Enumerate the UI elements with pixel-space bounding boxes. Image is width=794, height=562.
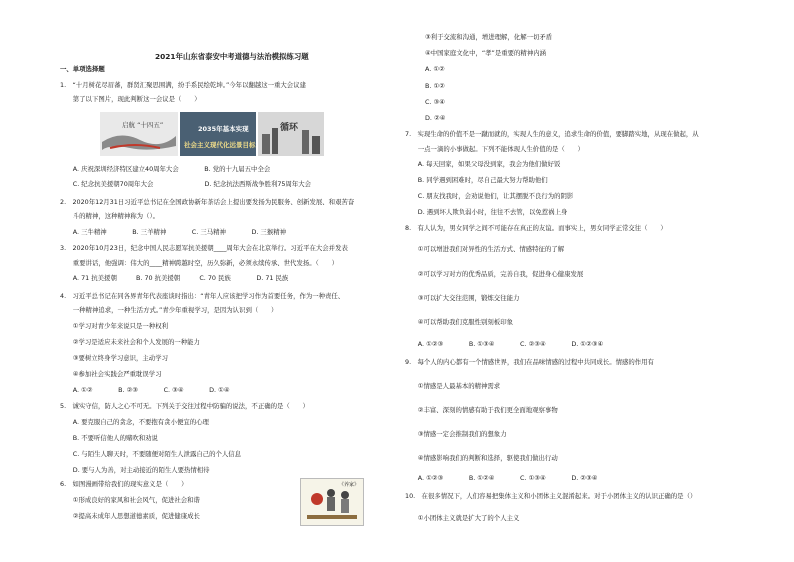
question-line: A. 每天回家，如果父母没到家，我会为他们做好饭 (405, 160, 561, 168)
question-image-comic (300, 478, 364, 526)
image-caption: 《养家》 (339, 482, 360, 488)
page-title: 2021年山东省泰安中考道德与法治模拟练习题 (155, 52, 309, 61)
question-line: B. 不要听信他人的赌吹和劝说 (60, 434, 158, 442)
question-line: B. 同学遇到困难时，尽自己最大努力帮助他们 (405, 176, 548, 184)
question-line: D. ②④ (425, 114, 446, 122)
question-line: C. ③④ (425, 98, 445, 106)
question-line: 第了以下图片，现此判断这一会议是（ ） (60, 95, 201, 103)
question-line: ①学习对青少年来说只是一种权利 (60, 322, 168, 330)
question-line: A. 庆祝深圳经济特区建立40周年大会 B. 党的十九届五中全会 (60, 165, 271, 173)
question-line: B. ①② (425, 82, 445, 90)
question-line: A. 三牛精神 B. 三羊精神 C. 三马精神 D. 三猴精神 (60, 228, 286, 236)
brush-stroke-graphic (100, 112, 178, 156)
question-line: ③可以扩大交往范围，锻炼交往能力 (405, 294, 520, 302)
question-line: ③利于交流和沟通，增进理解，化解一切矛盾 (425, 33, 553, 41)
question-line: A. ①②③ B. ①②④ C. ①③④ D. ②③④ (405, 474, 598, 482)
question-line: 一点一滴的小事做起。下列不能体现人生价值的是（ ） (405, 145, 584, 153)
question-line: 斗的精神，这种精神称为（）。 (60, 212, 160, 220)
question-line: 7. 实现生命的价值不是一蹴而就的，实现人生的意义，追求生命的价值，要脚踏实地，从现在做起，从 (405, 130, 699, 138)
question-line: C. 朋友找我时，会劝说他们，让其摆脱不良行为的阴影 (405, 192, 574, 200)
question-line: A. 要克服自己的贪念，不要抱有贪小便宜的心理 (60, 418, 209, 426)
city-graphic (258, 112, 324, 156)
question-image-xunhuan (258, 112, 324, 156)
question-line: ①情感是人最基本的精神需求 (405, 382, 501, 390)
question-line: 8. 有人认为，男女同学之间不可能存在真正的友谊。而事实上，男女同学正常交往（ ） (405, 224, 667, 232)
question-line: ②提高未成年人思想道德素质，促进健康成长 (60, 512, 200, 520)
question-line: 6. 如图漫画带给我们的现实意义是（ ） (60, 480, 188, 488)
image-caption: 循环 (280, 123, 299, 133)
question-line: A. ①②③ B. ①③④ C. ②③④ D. ①②③④ (405, 340, 604, 348)
image-caption: 社会主义现代化远景目标 (184, 141, 256, 149)
question-line: C. 与陌生人聊天时，不要随便对陌生人泄露自己的个人信息 (60, 450, 242, 458)
question-line: 重要讲话，他强调：伟大的____精神跨越时空，历久弥新，必须永续传承、世代发扬。（ ） (60, 259, 338, 267)
question-line: ①小团体主义就是扩大了的个人主义 (405, 514, 520, 522)
question-line: 9. 每个人的内心都有一个情感世界，我们在品味情感的过程中共同成长。情感的作用有 (405, 358, 654, 366)
question-line: 一种精神追求，一种生活方式。”青少年重视学习，是因为认识到（ ） (60, 306, 278, 314)
question-line: ③要树立终身学习意识，主动学习 (60, 354, 168, 362)
question-line: 4. 习近平总书记在同各界青年代表座谈时指出：“青年人应该把学习作为首要任务，作为一种责任、 (60, 292, 345, 300)
question-line: ④可以帮助我们克服性别刻板印象 (405, 318, 513, 326)
question-line: C. 纪念抗美援朝70周年大会 D. 纪念抗法西斯战争胜利75周年大会 (60, 180, 312, 188)
image-caption: 2035年基本实现 (198, 125, 249, 133)
question-line: ④中国家庭文化中，“孝”是重要的精神内涵 (425, 49, 546, 57)
question-line: 2. 2020年12月31日习近平总书记在全国政协新年茶话会上提出要发扬为民服务、创新发展、和艰苦奋 (60, 198, 355, 206)
question-line: D. 要与人为善，对主动接近的陌生人要热情相待 (60, 466, 210, 474)
question-line: A. ①② (425, 65, 445, 73)
question-line: D. 遇到坏人欺负弱小时，往往不去管，以免惹祸上身 (405, 208, 568, 216)
question-line: ②学习是适应未来社会和个人发展的一种能力 (60, 338, 200, 346)
question-line: ②丰富、深刻的情感有助于我们更全面地观察事物 (405, 406, 558, 414)
question-line: ④情感影响我们的判断和选择，驱使我们做出行动 (405, 454, 558, 462)
question-line: ②可以学习对方的优秀品质，完善自我，促进身心健康发展 (405, 270, 584, 278)
question-line: ①可以增进我们对异性的生活方式、情感特征的了解 (405, 245, 565, 253)
question-image-qihang (100, 112, 178, 156)
question-line: 5. 诚实守信，防人之心不可无。下列关于交往过程中防骗的说法，不正确的是（ ） (60, 402, 309, 410)
image-caption: 启航 “十四五” (122, 121, 164, 129)
question-image-2035 (180, 112, 256, 156)
question-line: 3. 2020年10月23日，纪念中国人民志愿军抗美援朝____周年大会在北京举行。习近平在大会并发表 (60, 244, 348, 252)
section-title: 一、单项选择题 (60, 65, 105, 73)
question-line: A. 71 抗美援朝 B. 70 抗美援朝 C. 70 民族 D. 71 民族 (60, 274, 289, 282)
question-line: ①形成良好的家风和社会风气，促进社会和谐 (60, 496, 200, 504)
question-line: 10. 在很多情况下，人们容易把集体主义和小团体主义混淆起来。对于小团体主义的认识正确的是（） (405, 492, 697, 500)
question-line: A. ①② B. ②③ C. ③④ D. ①④ (60, 386, 230, 394)
question-line: ④参加社会实践会严重耽误学习 (60, 370, 162, 378)
question-line: ③情感一定会推制我们的想象力 (405, 430, 507, 438)
question-line: 1. “十月树花尽眉蕃，群贤汇聚思围满，纷手系民绘乾坤。”今年以翻越这一重大会议建 (60, 81, 306, 89)
